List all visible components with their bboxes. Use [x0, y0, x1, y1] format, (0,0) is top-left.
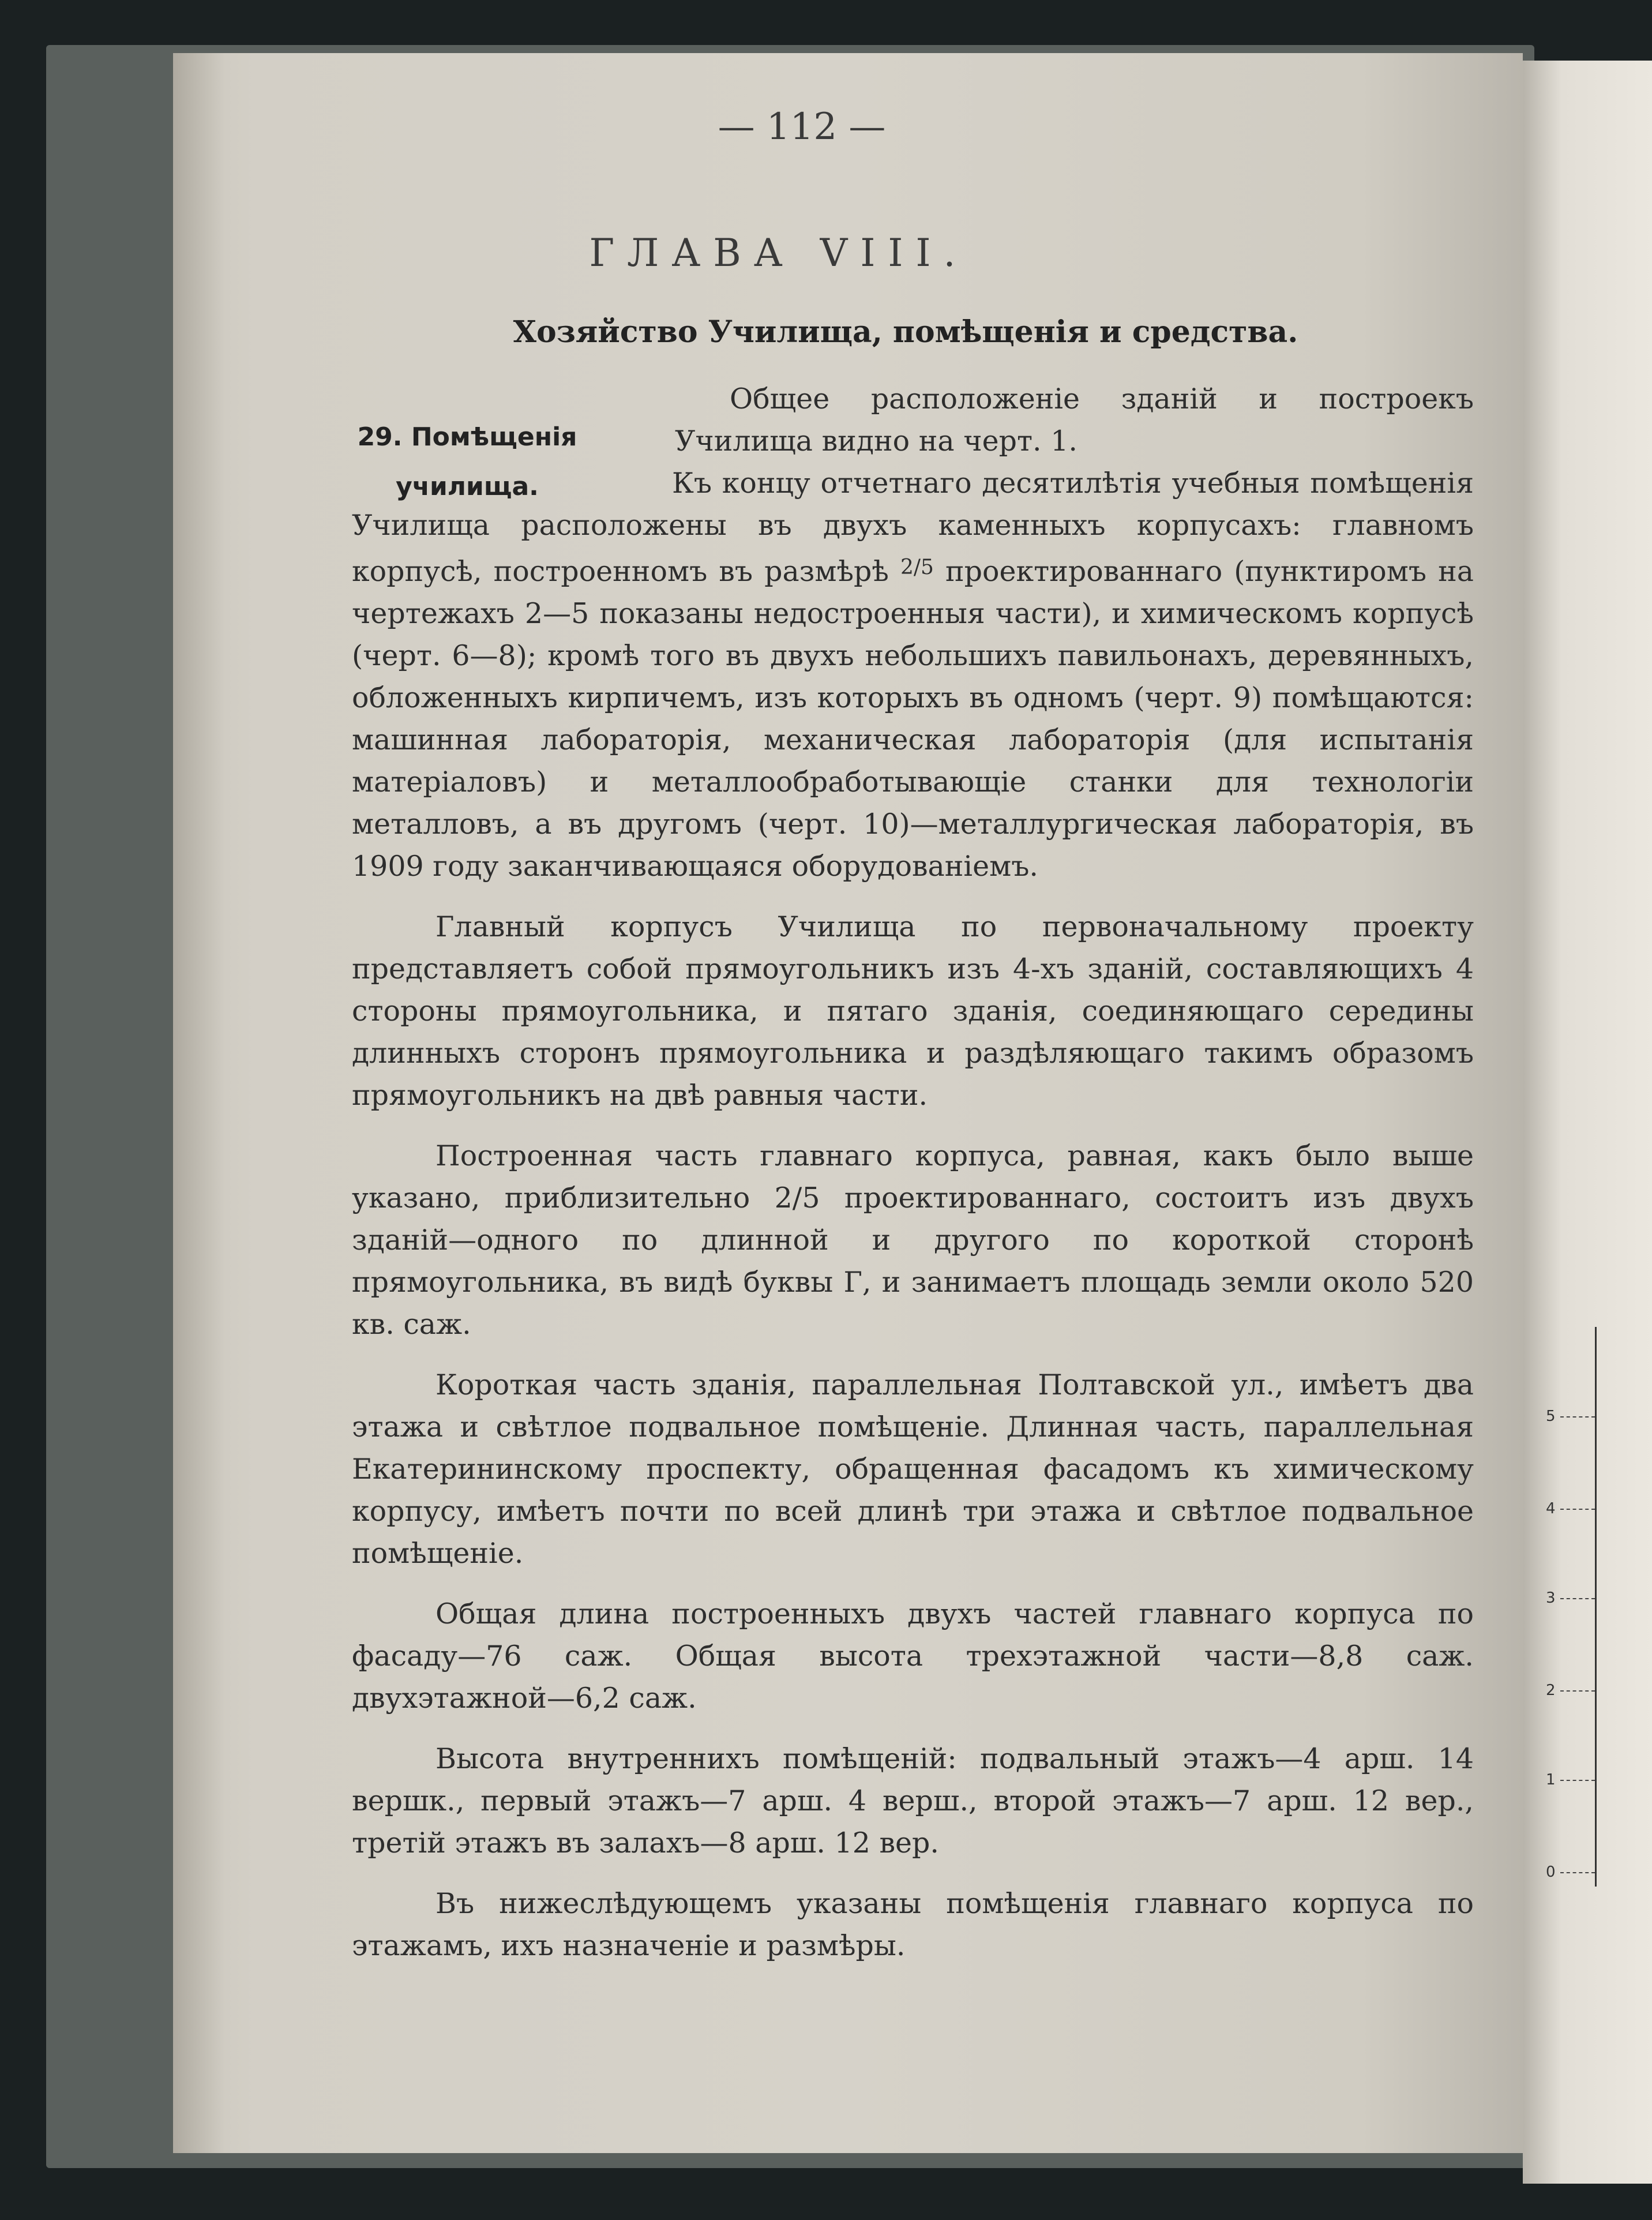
- paragraph: Общее расположеніе зданій и построекъ Училища видно на черт. 1.: [675, 382, 1474, 457]
- fraction: 2/5: [900, 556, 934, 579]
- ruler-line: [1595, 1327, 1597, 1887]
- chapter-heading: ГЛАВА VIII.: [589, 231, 968, 275]
- ruler-tick: 0: [1546, 1863, 1595, 1881]
- page-gutter-shadow: [173, 53, 225, 2153]
- ruler-tick: 3: [1546, 1589, 1595, 1607]
- page-number: — 112 —: [718, 106, 886, 148]
- body-text: [352, 378, 1474, 1967]
- paragraph: Въ нижеслѣдующемъ указаны помѣщенія главнаго корпуса по этажамъ, ихъ назначеніе и размѣры.: [352, 1887, 1474, 1962]
- section-title: Хозяйство Училища, помѣщенія и средства.: [513, 314, 1298, 350]
- paragraph: Короткая часть зданія, параллельная Полтавской ул., имѣетъ два этажа и свѣтлое подвальное помѣщеніе. Длинная часть, параллельная Екатерининскому проспекту, обращенная фасадомъ къ химическому корпусу, имѣетъ почти по всей длинѣ три этажа и свѣтлое подвальное помѣщеніе.: [352, 1368, 1474, 1570]
- paragraph: Построенная часть главнаго корпуса, равная, какъ было выше указано, приблизительно 2/5 проектированнаго, состоитъ изъ двухъ зданій—одного по длинной и другого по короткой сторонѣ прямоугольника, въ видѣ буквы Г, и занимаетъ площадь земли около 520 кв. саж.: [352, 1139, 1474, 1341]
- paragraph: [352, 462, 1474, 887]
- paragraph: Высота внутреннихъ помѣщеній: подвальный этажъ—4 арш. 14 вершк., первый этажъ—7 арш. 4 верш., второй этажъ—7 арш. 12 вер., третій этажъ въ залахъ—8 арш. 12 вер.: [352, 1742, 1474, 1859]
- paragraph-text: Къ концу отчетнаго десятилѣтія учебныя помѣщенія Училища расположены въ двухъ каменныхъ корпусахъ: главномъ корпусѣ, построенномъ въ размѣрѣ: [352, 467, 1474, 588]
- paragraph: Главный корпусъ Училища по первоначальному проекту представляетъ собой прямоугольникъ изъ 4-хъ зданій, составляющихъ 4 стороны прямоугольника, и пятаго зданія, соединяющаго середины длинныхъ сторонъ прямоугольника и раздѣляющаго такимъ образомъ прямоугольникъ на двѣ равныя части.: [352, 910, 1474, 1112]
- ruler-tick: 1: [1546, 1771, 1595, 1788]
- ruler-tick: 4: [1546, 1500, 1595, 1517]
- ruler-tick: 2: [1546, 1682, 1595, 1699]
- paragraph-text: проектированнаго (пунктиромъ на чертежахъ 2—5 показаны недостроенныя части), и химическомъ корпусѣ (черт. 6—8); кромѣ того въ двухъ небольшихъ павильонахъ, деревянныхъ, обложенныхъ кирпичемъ, изъ которыхъ въ одномъ (черт. 9) помѣщаются: машинная лабораторія, механическая лабораторія (для испытанія матеріаловъ) и металлообработывающіе станки для технологіи металловъ, а въ другомъ (черт. 10)—металлургическая лабораторія, въ 1909 году заканчивающаяся оборудованіемъ.: [352, 555, 1474, 883]
- scale-ruler: [1529, 1327, 1632, 1904]
- margin-note-line: 29. Помѣщенія: [357, 422, 577, 452]
- ruler-tick: 5: [1546, 1408, 1595, 1425]
- margin-note-line: училища.: [396, 472, 539, 501]
- paragraph: Общая длина построенныхъ двухъ частей главнаго корпуса по фасаду—76 саж. Общая высота трехэтажной части—8,8 саж. двухэтажной—6,2 саж.: [352, 1597, 1474, 1715]
